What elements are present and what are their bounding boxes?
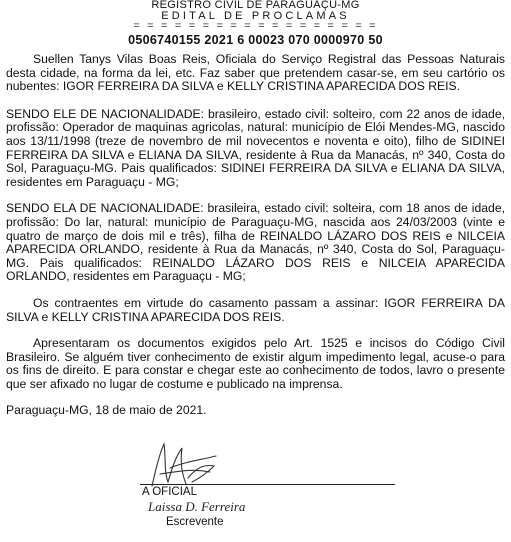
signature-title: A OFICIAL: [142, 486, 197, 498]
intro-paragraph: Suellen Tanys Vilas Boas Reis, Oficiala do Serviço Registral das Pessoas Naturais desta cidade, na forma da lei, etc. Faz saber que pretendem casar-se, em seu cartório os nubentes: IGOR FERREIRA DA SILVA e KELLY CRISTINA APARECIDA DOS REIS.: [6, 52, 505, 94]
signature-line: [140, 484, 395, 485]
date-line: Paraguaçu-MG, 18 de maio de 2021.: [6, 403, 207, 418]
edital-title: EDITAL DE PROCLAMAS: [161, 10, 350, 22]
documents-paragraph: Apresentaram os documentos exigidos pelo Art. 1525 e incisos do Código Civil Brasileiro. Se alguém tiver conhecimento de existir algum impedimento legal, acuse-o para os fins de direito. E para constar e chegar este ao conhecimento de todos, lavro o presente que ser afixado no lugar de costume e publicado na imprensa.: [6, 336, 505, 391]
signature-role: Escrevente: [166, 516, 224, 528]
handwritten-signature: [130, 438, 250, 490]
registry-header: REGISTRO CIVIL DE PARAGUAÇU-MG: [151, 0, 360, 11]
registry-code: 0506740155 2021 6 00023 070 0000970 50: [128, 33, 383, 47]
contraentes-paragraph: Os contraentes em virtude do casamento passam a assinar: IGOR FERREIRA DA SILVA e KELLY CRISTINA APARECIDA DOS REIS.: [6, 295, 505, 324]
title-underline: = = = = = = = = = = = = = = = = = =: [133, 20, 378, 32]
signature-name: Laissa D. Ferreira: [148, 499, 246, 514]
groom-paragraph: SENDO ELE DE NACIONALIDADE: brasileiro, estado civil: solteiro, com 22 anos de idade, profissão: Operador de maquinas agricolas, natural: município de Elói Mendes-MG, nascido aos 13/11/1998 (treze de novembro de mil novecentos e noventa e oito), filho de SIDINEI FERREIRA DA SILVA e ELIANA DA SILVA, residente à Rua da Manacás, nº 340, Costa do Sol, Paraguaçu-MG. Pais qualificados: SIDINEI FERREIRA DA SILVA e ELIANA DA SILVA, residentes em Paraguaçu - MG;: [6, 106, 505, 189]
bride-paragraph: SENDO ELA DE NACIONALIDADE: brasileira, estado civil: solteira, com 18 anos de idade, profissão: Do lar, natural: município de Paraguaçu-MG, nascida aos 24/03/2003 (vinte e quatro de março de dois mil e três), filha de REINALDO LÁZARO DOS REIS e NILCEIA APARECIDA ORLANDO, residente à Rua da Manacás, nº 340, Costa do Sol, Paraguaçu-MG. Pais qualificados: REINALDO LÁZARO DOS REIS e NILCEIA APARECIDA ORLANDO, residentes em Paraguaçu - MG;: [6, 201, 505, 284]
edital-document: [6, 0, 505, 418]
